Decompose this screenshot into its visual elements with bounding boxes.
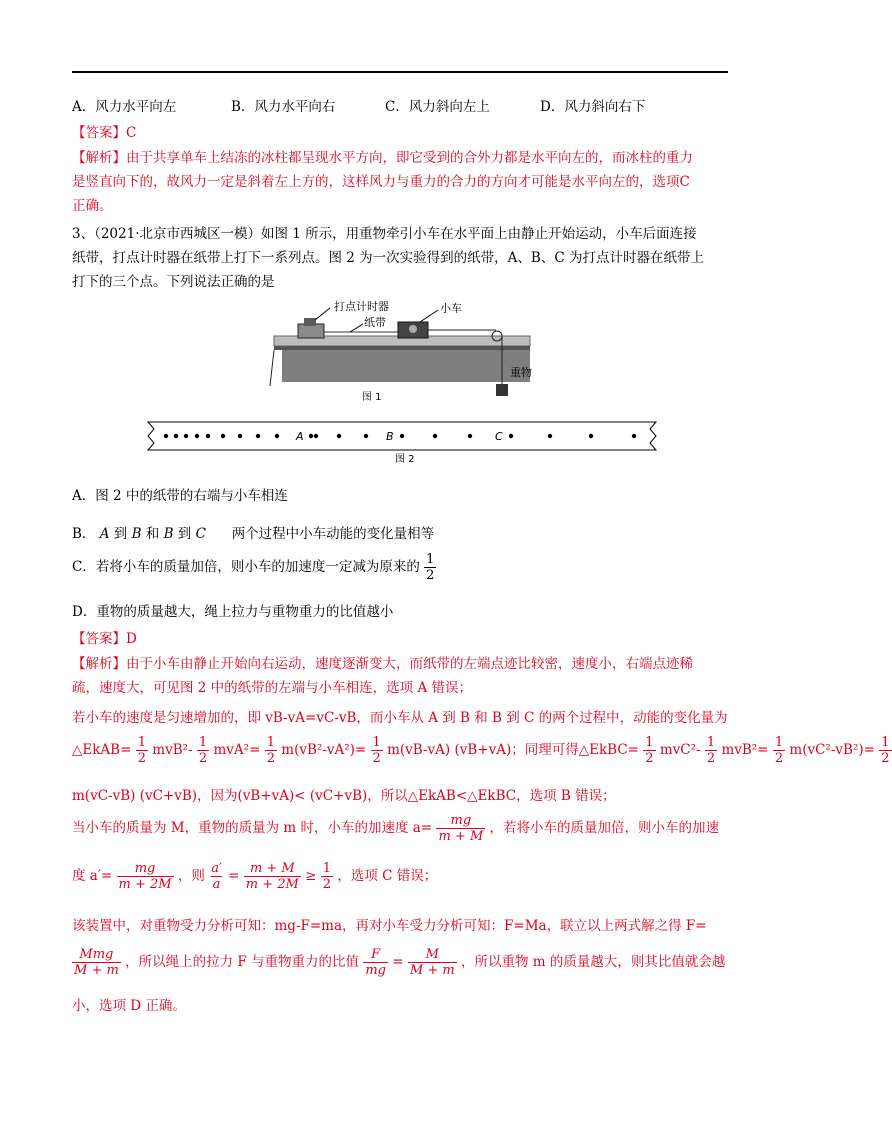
- figure-1-caption: 图 1: [362, 392, 382, 403]
- frac-denominator: 2: [322, 877, 332, 892]
- q3-analysis-line1: 由于小车由静止开始向右运动，速度逐渐变大，而纸带的左端点迹比较密，速度小，右端点迹稀: [126, 656, 693, 672]
- q3-analysis-p5: [72, 810, 719, 846]
- half-fraction: [773, 735, 785, 766]
- figure-1-apparatus: [260, 296, 550, 406]
- geq-symbol: ≥: [305, 868, 317, 884]
- q2-analysis: [72, 146, 732, 218]
- term-mvb2-bc: mvB²=: [721, 742, 769, 758]
- q3-analysis-p3: [72, 734, 892, 766]
- dot: [364, 434, 368, 438]
- accel-text-2: ，若将小车的质量加倍，则小车的加速: [489, 820, 720, 836]
- q3-option-a: A．图 2 中的纸带的右端与小车相连: [72, 488, 288, 504]
- q3-analysis-p8: $\frac{\text{Mmg}}{M + m}$ ，所以绳上的拉力 F 与重物重力的比值 $\frac{F}{mg}$ = $\frac{M}{M + m}$ ，所以重物 m 的质量越大，则其比值就会越: [74, 947, 726, 978]
- frac-denominator: 2: [198, 751, 208, 766]
- dot-c: [509, 434, 513, 438]
- point-a-label: A: [296, 430, 304, 443]
- dot: [337, 434, 341, 438]
- half-fraction: [136, 735, 148, 766]
- q3-option-b-text: 两个过程中小车动能的变化量相等: [231, 526, 435, 542]
- label-weight: 重物: [510, 366, 532, 379]
- frac-denominator: 2: [372, 751, 381, 766]
- frac-denominator: a: [212, 877, 221, 892]
- m-over-sum-fraction: [408, 947, 457, 978]
- frac-numerator: 1: [198, 735, 208, 750]
- point-b-label: B: [386, 430, 394, 443]
- q3-analysis-p7: 该装置中，对重物受力分析可知：mg-F=ma，再对小车受力分析可知：F=Ma，联立以上两式解之得 F=: [72, 918, 707, 934]
- q3-stem-line2: 纸带，打点计时器在纸带上打下一系列点。图 2 为一次实验得到的纸带，A、B、C 为打点计时器在纸带上: [72, 250, 704, 266]
- frac-numerator: 1: [372, 735, 381, 750]
- then-text: ，则: [177, 868, 205, 884]
- tape-pointer: [350, 324, 363, 332]
- q3-stem: [72, 222, 732, 294]
- q3-option-c-fraction: [424, 552, 436, 583]
- q2-analysis-line2: 是竖直向下的，故风力一定是斜着左上方的，这样风力与重力的合力的方向才可能是水平向左的，选项C: [72, 174, 690, 190]
- q2-answer-label: 【答案】: [72, 125, 126, 141]
- q3-answer-label: 【答案】: [72, 631, 126, 647]
- frac-denominator: m + M: [438, 829, 484, 844]
- half-fraction: [879, 735, 891, 766]
- q3-option-c-text: C．若将小车的质量加倍，则小车的加速度一定减为原来的: [72, 559, 420, 575]
- label-tape: 纸带: [364, 316, 386, 329]
- q3-analysis-p6: 度 a′= $\frac{mg}{m + 2M}$ ，则 $\frac{a'}{a}$ = $\frac{m + M}{m + 2M}$ ≥ $\frac{1}{2}$ ，选项 C 错误；: [72, 861, 438, 892]
- frac-denominator: M + m: [409, 963, 455, 978]
- q2-analysis-line1: 由于共享单车上结冻的冰柱都呈现水平方向，即它受到的合外力都是水平向左的，而冰柱的重力: [126, 150, 693, 166]
- frac-numerator: M: [425, 947, 439, 962]
- accel-fraction: [436, 813, 485, 844]
- dot-b: [400, 434, 404, 438]
- q3-option-c: [72, 552, 436, 583]
- frac-denominator: m + 2M: [245, 877, 299, 892]
- timer-device: [298, 324, 324, 338]
- accel-prime-text: 度 a′=: [72, 868, 113, 884]
- half-fraction: [321, 861, 333, 892]
- dot: [174, 434, 178, 438]
- dot: [221, 434, 225, 438]
- q3-option-b: B． A 到 B 和 B 到 C 两个过程中小车动能的变化量相等: [72, 526, 435, 542]
- term-diff-squares: m(vB²-vA²)=: [281, 742, 367, 758]
- half-fraction: [265, 735, 277, 766]
- q2-analysis-line3: 正确。: [72, 198, 113, 214]
- frac-numerator: mg: [450, 813, 472, 828]
- point-c-label: C: [495, 430, 503, 443]
- q2-option-c: C．风力斜向左上: [385, 99, 490, 115]
- weight-block: [496, 384, 508, 396]
- term-diff-squares-bc: m(vC²-vB²)=: [789, 742, 875, 758]
- q3-option-d: D．重物的质量越大，绳上拉力与重物重力的比值越小: [72, 604, 394, 620]
- track-edge: [274, 346, 530, 350]
- frac-denominator: m + 2M: [118, 877, 172, 892]
- frac-numerator: 1: [881, 735, 890, 750]
- tension-fraction: [72, 947, 121, 978]
- frac-denominator: 2: [706, 751, 716, 766]
- dot: [433, 434, 437, 438]
- figure-2-paper-tape: [144, 418, 660, 464]
- frac-denominator: 2: [774, 751, 784, 766]
- half-fraction: [197, 735, 209, 766]
- frac-numerator: m + M: [249, 861, 295, 876]
- cart-pointer: [420, 310, 438, 322]
- frac-numerator: Mmg: [79, 947, 114, 962]
- frac-denominator: 2: [137, 751, 146, 766]
- ratio-mass-fraction: [244, 861, 301, 892]
- q2-analysis-label: 【解析】: [72, 150, 126, 166]
- dot: [309, 434, 313, 438]
- dot: [256, 434, 260, 438]
- dot: [206, 434, 210, 438]
- term-mvc2: mvC²-: [659, 742, 701, 758]
- half-fraction: [371, 735, 383, 766]
- table-edge-line: [270, 350, 274, 386]
- dot: [589, 434, 593, 438]
- dot: [548, 434, 552, 438]
- dot: [195, 434, 199, 438]
- dot: [632, 434, 636, 438]
- q2-option-a: A．风力水平向左: [72, 99, 177, 115]
- q3-analysis-label: 【解析】: [72, 656, 126, 672]
- frac-numerator: 1: [322, 861, 332, 876]
- dot: [238, 434, 242, 438]
- frac-denominator: mg: [365, 963, 386, 978]
- frac-numerator: 1: [266, 735, 275, 750]
- q3-stem-line3: 打下的三个点。下列说法正确的是: [72, 274, 275, 290]
- figure-2-caption: 图 2: [395, 454, 415, 465]
- q3-analysis-p1: [72, 652, 732, 700]
- q3-analysis-p2: 若小车的速度是匀速增加的，即 vB-vA=vC-vB，而小车从 A 到 B 和 B 到 C 的两个过程中，动能的变化量为: [72, 710, 728, 726]
- ratio-text: ，所以绳上的拉力 F 与重物重力的比值: [125, 954, 360, 970]
- frac-denominator: 2: [266, 751, 275, 766]
- frac-numerator: 1: [645, 735, 654, 750]
- label-cart: 小车: [440, 302, 462, 315]
- accel-text: 当小车的质量为 M，重物的质量为 m 时，小车的加速度 a=: [72, 820, 433, 836]
- timer-top: [304, 318, 316, 326]
- f-over-mg-fraction: [363, 947, 388, 978]
- frac-numerator: a′: [211, 861, 222, 876]
- term-mvb2: mvB²-: [152, 742, 193, 758]
- frac-numerator: 1: [774, 735, 784, 750]
- timer-pointer: [315, 308, 330, 320]
- option-c-wrong-text: ，选项 C 错误；: [337, 868, 438, 884]
- frac-numerator: mg: [134, 861, 156, 876]
- dot: [164, 434, 168, 438]
- dot: [468, 434, 472, 438]
- top-rule: [72, 71, 728, 73]
- half-fraction: [643, 735, 655, 766]
- frac-numerator: 1: [706, 735, 716, 750]
- term-mva2: mvA²=: [213, 742, 261, 758]
- q3-stem-line1: 3、（2021·北京市西城区一模）如图 1 所示，用重物牵引小车在水平面上由静止开始运动，小车后面连接: [72, 226, 697, 242]
- dot-a: [314, 434, 318, 438]
- q2-answer-value: C: [126, 125, 137, 141]
- q3-answer: [72, 627, 137, 647]
- frac-denominator: M + m: [74, 963, 119, 978]
- q2-option-d: D．风力斜向右下: [540, 99, 646, 115]
- frac-denominator: 2: [881, 751, 890, 766]
- delta-ek-ab: △EkAB=: [72, 742, 132, 758]
- accel-prime-fraction: [117, 861, 174, 892]
- ratio-a-fraction: [209, 861, 224, 892]
- q2-option-b: B．风力水平向右: [231, 99, 336, 115]
- frac-denominator: 2: [645, 751, 654, 766]
- cart-knob: [409, 325, 417, 333]
- q3-analysis-p9: 小，选项 D 正确。: [72, 998, 186, 1014]
- term-factored-ab: m(vB-vA) (vB+vA)；同理可得△EkBC=: [387, 742, 639, 758]
- dot: [275, 434, 279, 438]
- q2-answer: [72, 121, 136, 141]
- frac-numerator: 1: [426, 552, 435, 567]
- q3-option-b-prefix: B．: [72, 526, 96, 542]
- dot: [184, 434, 188, 438]
- frac-numerator: F: [371, 947, 381, 962]
- q3-answer-value: D: [126, 631, 137, 647]
- frac-numerator: 1: [137, 735, 146, 750]
- q3-analysis-p4: m(vC-vB) (vC+vB)，因为(vB+vA)< (vC+vB)，所以△EkAB<△EkBC，选项 B 错误；: [72, 788, 616, 804]
- half-fraction: [705, 735, 717, 766]
- larger-mass-text: ，所以重物 m 的质量越大，则其比值就会越: [461, 954, 726, 970]
- q3-analysis-line2: 疏，速度大，可见图 2 中的纸带的左端与小车相连，选项 A 错误；: [72, 680, 473, 696]
- frac-denominator: 2: [426, 568, 435, 583]
- label-timer: 打点计时器: [334, 300, 389, 313]
